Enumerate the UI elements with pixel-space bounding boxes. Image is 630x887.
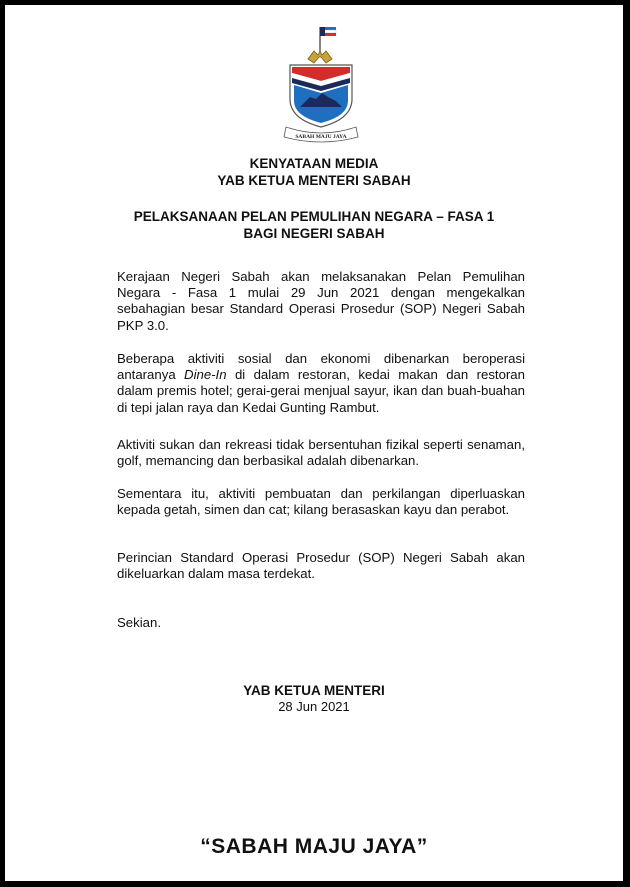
statement-date: 28 Jun 2021 [278,699,350,714]
sabah-state-crest-icon [280,23,362,145]
document-title [5,208,623,242]
paragraph-2 [117,351,525,416]
paragraph-2-emphasis: Dine-In [184,367,227,383]
title-line-2: BAGI NEGERI SABAH [243,226,385,241]
paragraph-1: Kerajaan Negeri Sabah akan melaksanakan Pelan Pemulihan Negara - Fasa 1 mulai 29 Jun 2021 dengan mengekalkan sebahagian besar Standard Operasi Prosedur (SOP) Negeri Sabah PKP 3.0. [117,269,525,333]
paragraph-2-text-start: Beberapa aktiviti sosial dan ekonomi dibenarkan beroperasi antaranya [117,351,525,383]
paragraph-4: Sementara itu, aktiviti pembuatan dan perkilangan diperluaskan kepada getah, simen dan cat; kilang berasaskan kayu dan perabot. [117,486,525,518]
signatory-name: YAB KETUA MENTERI [243,683,385,698]
document-page [5,5,623,881]
header-line-2: YAB KETUA MENTERI SABAH [217,173,411,188]
paragraph-3: Aktiviti sukan dan rekreasi tidak bersentuhan fizikal seperti senaman, golf, memancing dan berbasikal adalah dibenarkan. [117,437,525,469]
state-motto: “SABAH MAJU JAYA” [200,835,428,858]
crest-banner-text: SABAH MAJU JAYA [295,134,347,140]
header-line-1: KENYATAAN MEDIA [249,156,379,171]
media-statement-header [5,155,623,189]
title-line-1: PELAKSANAAN PELAN PEMULIHAN NEGARA – FASA 1 [133,209,495,224]
signature-block [5,682,623,715]
closing-text: Sekian. [117,615,161,630]
paragraph-2-text-end: di dalam restoran, kedai makan dan restoran dalam premis hotel; gerai-gerai menjual sayur, ikan dan buah-buahan di tepi jalan raya dan Kedai Gunting Rambut. [117,367,525,415]
paragraph-5: Perincian Standard Operasi Prosedur (SOP) Negeri Sabah akan dikeluarkan dalam masa terdekat. [117,550,525,582]
